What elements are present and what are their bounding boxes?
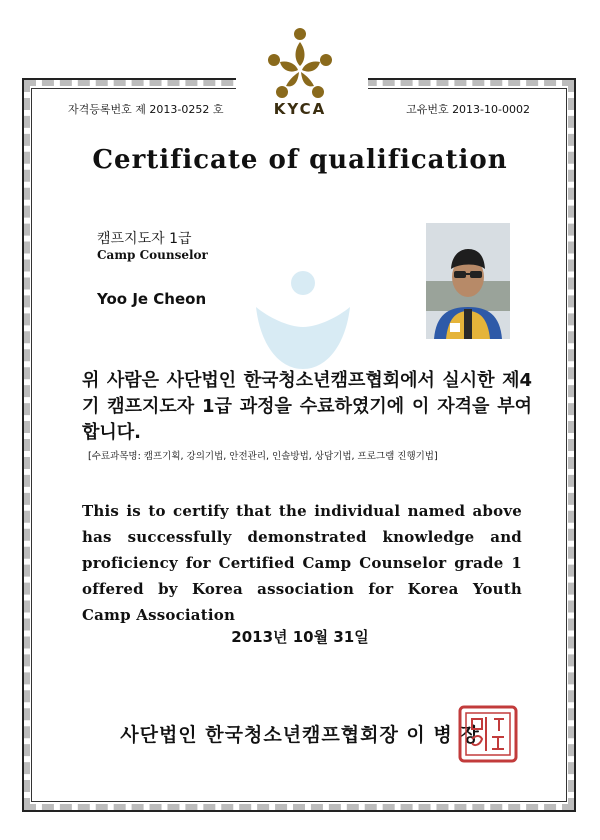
certificate-title: Certificate of qualification (92, 145, 508, 175)
issue-date: 2013년 10월 31일 (231, 628, 369, 646)
registration-number: 자격등록번호 제 2013-0252 호 (68, 103, 224, 116)
official-seal-stamp (458, 705, 518, 763)
grade-english: Camp Counselor (97, 248, 208, 262)
grade-korean: 캠프지도자 1급 (97, 231, 192, 247)
course-subjects: [수료과목명: 캠프기획, 강의기법, 안전관리, 인솔방법, 상담기법, 프로그램 진행기법] (88, 451, 438, 462)
issuer-name: 사단법인 한국청소년캠프협회장 이 병 장 (120, 724, 480, 746)
logo-text: KYCA (273, 100, 327, 118)
holder-name: Yoo Je Cheon (97, 290, 207, 308)
english-statement: This is to certify that the individual named above has successfully demonstrated knowledge and proficiency for Certified Camp Counselor grade 1 offered by Korea association for Korea Youth Camp Association (82, 502, 522, 624)
unique-number: 고유번호 2013-10-0002 (406, 103, 530, 116)
watermark-emblem (248, 265, 358, 375)
holder-photo (426, 223, 510, 339)
korean-statement: 위 사람은 사단법인 한국청소년캠프협회에서 실시한 제4기 캠프지도자 1급 과정을 수료하였기에 이 자격을 부여합니다. (82, 370, 532, 443)
